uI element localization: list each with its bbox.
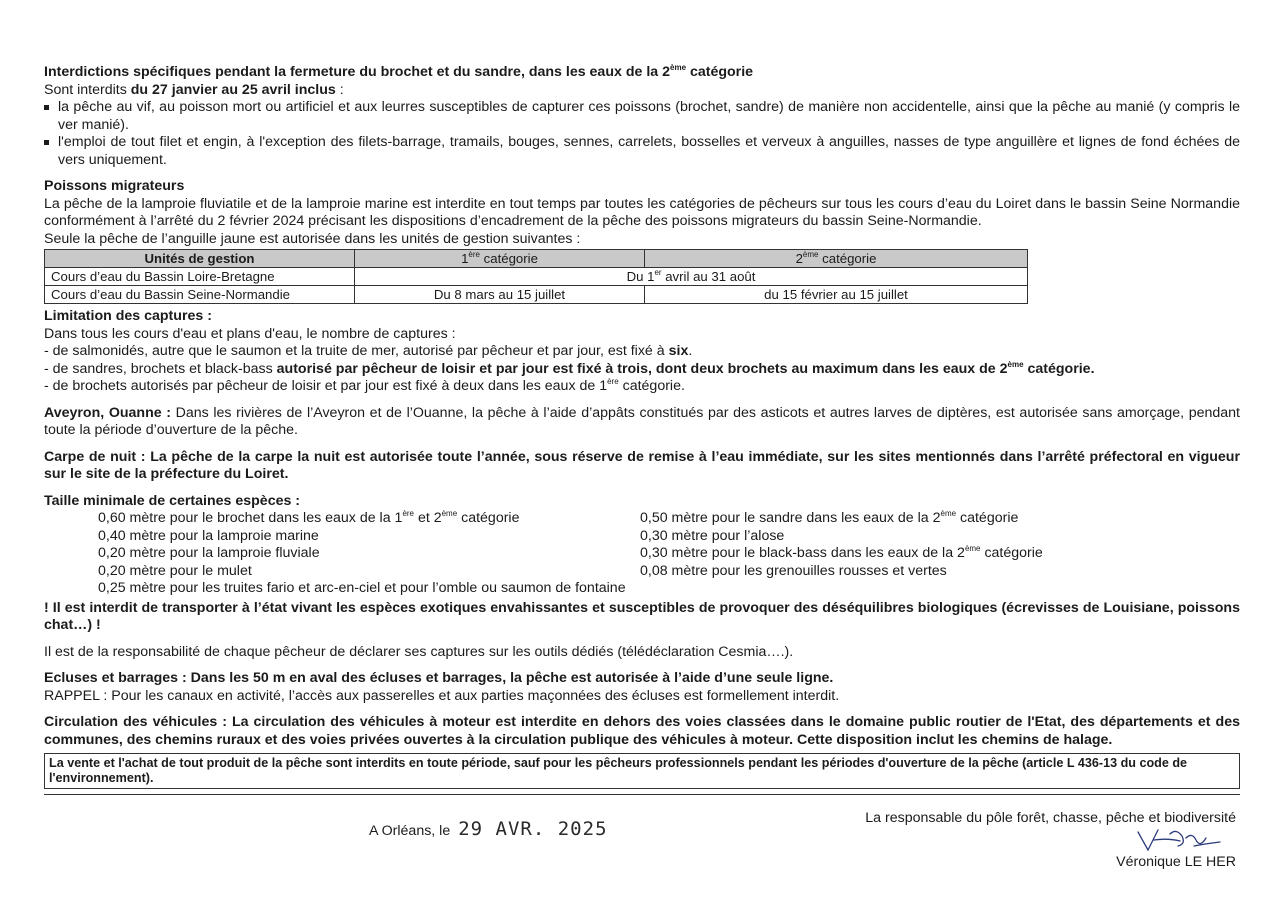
captures-intro: Dans tous les cours d'eau et plans d'eau, le nombre de captures : xyxy=(44,325,456,342)
tailles-row: 0,40 mètre pour la lamproie marine 0,30 mètre pour l’alose xyxy=(98,527,785,544)
interdictions-intro: Sont interdits du 27 janvier au 25 avril inclus : xyxy=(44,81,344,98)
table-cell-unit: Cours d’eau du Bassin Seine-Normandie xyxy=(45,286,355,304)
vente-box xyxy=(44,753,1240,789)
table-cell-period: Du 1er avril au 31 août xyxy=(355,268,1028,286)
table-header-unit: Unités de gestion xyxy=(45,250,355,268)
circulation-paragraph: Circulation des véhicules : La circulation des véhicules à moteur est interdite en dehors des voies classées dans le domaine public routier de l'Etat, des départements et des communes, des chemins ruraux et des voies privées ouvertes à la circulation publique des véhicules à moteur. Cette disposition inclut les chemins de halage. xyxy=(44,714,1240,748)
captures-line-salmonides: - de salmonidés, autre que le saumon et la truite de mer, autorisé par pêcheur et par jour, est fixé à six. xyxy=(44,343,693,359)
tailles-heading: Taille minimale de certaines espèces : xyxy=(44,492,301,509)
table-row xyxy=(45,286,1028,304)
table-header-row xyxy=(45,250,1028,268)
tailles-row: 0,25 mètre pour les truites fario et arc-en-ciel et pour l’omble ou saumon de fontaine xyxy=(98,580,626,596)
document-body xyxy=(44,64,1240,795)
separator-rule xyxy=(44,794,1240,795)
carpe-paragraph: Carpe de nuit : La pêche de la carpe la nuit est autorisée toute l’année, sous réserve de remise à l’eau immédiate, sur les sites mentionnés dans l’arrêté préfectoral en vigueur sur le site de la préfecture du Loiret. xyxy=(44,448,1240,482)
captures-heading: Limitation des captures : xyxy=(44,308,212,324)
tailles-row: 0,60 mètre pour le brochet dans les eaux de la 1ère et 2ème catégorie 0,50 mètre pour le sandre dans les eaux de la 2ème catégorie xyxy=(98,509,1019,526)
aveyron-paragraph: Aveyron, Ouanne : Dans les rivières de l’Aveyron et de l’Ouanne, la pêche à l’aide d’appâts constitués par des asticots et autres larves de diptères, est autorisée sans amorçage, pendant toute la période d’ouverture de la pêche. xyxy=(44,404,1240,438)
signature-place: A Orléans, le xyxy=(369,823,451,839)
captures-line-carnassiers: - de sandres, brochets et black-bass autorisé par pêcheur de loisir et par jour est fixé à trois, dont deux brochets au maximum dans les eaux de 2ème catégorie. xyxy=(44,359,1095,377)
table-cell-cat2: du 15 février au 15 juillet xyxy=(645,286,1028,304)
table-header-cat1: 1ère catégorie xyxy=(355,250,645,268)
table-row xyxy=(45,268,1028,286)
exotiques-warning: ! Il est interdit de transporter à l’état vivant les espèces exotiques envahissantes et susceptibles de provoquer des déséquilibres biologiques (écrevisses de Louisiane, poissons chat…) ! xyxy=(44,599,1240,633)
interdictions-heading: Interdictions spécifiques pendant la fermeture du brochet et du sandre, dans les eaux de la 2ème catégorie xyxy=(44,63,754,80)
migrateurs-heading: Poissons migrateurs xyxy=(44,178,185,194)
tailles-row: 0,20 mètre pour la lamproie fluviale 0,30 mètre pour le black-bass dans les eaux de la 2ème catégorie xyxy=(98,544,1043,561)
vente-text: La vente et l'achat de tout produit de la pêche sont interdits en toute période, sauf pour les pêcheurs professionnels pendant les périodes d'ouverture de la pêche (article L 436-13 du code de l'environnement). xyxy=(49,756,1188,785)
table-cell-cat1: Du 8 mars au 15 juillet xyxy=(355,286,645,304)
eel-intro: Seule la pêche de l’anguille jaune est autorisée dans les unités de gestion suivantes : xyxy=(44,230,581,247)
signature-place-date xyxy=(369,818,608,841)
signature-role: La responsable du pôle forêt, chasse, pêche et biodiversité xyxy=(865,810,1236,826)
list-item: l'emploi de tout filet et engin, à l'exception des filets-barrage, tramails, bouges, sennes, carrelets, bosselles et verveux à anguilles, nasses de type anguillère et lignes de fond échées de vers uniquement. xyxy=(44,134,1240,169)
list-item: la pêche au vif, au poisson mort ou artificiel et aux leurres susceptibles de capturer ces poissons (brochet, sandre) de manière non accidentelle, ainsi que la pêche au manié (y compris le ver manié). xyxy=(44,99,1240,134)
tailles-row: 0,20 mètre pour le mulet 0,08 mètre pour les grenouilles rousses et vertes xyxy=(98,562,947,579)
table-cell-unit: Cours d’eau du Bassin Loire-Bretagne xyxy=(45,268,355,286)
responsabilite-paragraph: Il est de la responsabilité de chaque pêcheur de déclarer ses captures sur les outils dédiés (télédéclaration Cesmia….). xyxy=(44,643,794,660)
ecluses-rappel: RAPPEL : Pour les canaux en activité, l’accès aux passerelles et aux parties maçonnées des écluses est formellement interdit. xyxy=(44,687,840,704)
tailles-list xyxy=(98,510,1198,598)
table-header-cat2: 2ème catégorie xyxy=(645,250,1028,268)
migrateurs-text: La pêche de la lamproie fluviatile et de la lamproie marine est interdite en tout temps par toutes les catégories de pêcheurs sur tous les cours d’eau du Loiret dans le bassin Seine Normandie conformément à l’arrêté du 2 février 2024 précisant les dispositions d’encadrement de la pêche des poissons migrateurs du bassin Seine-Normandie. xyxy=(44,195,1240,229)
ecluses-paragraph: Ecluses et barrages : Dans les 50 m en aval des écluses et barrages, la pêche est autorisée à l’aide d’une seule ligne. xyxy=(44,670,834,686)
interdictions-list xyxy=(44,99,1240,169)
eel-table xyxy=(44,249,1028,304)
signatory-name: Véronique LE HER xyxy=(1116,854,1236,870)
date-stamp: 29 AVR. 2025 xyxy=(458,818,608,840)
captures-line-brochets: - de brochets autorisés par pêcheur de loisir et par jour est fixé à deux dans les eaux de 1ère catégorie. xyxy=(44,377,685,394)
